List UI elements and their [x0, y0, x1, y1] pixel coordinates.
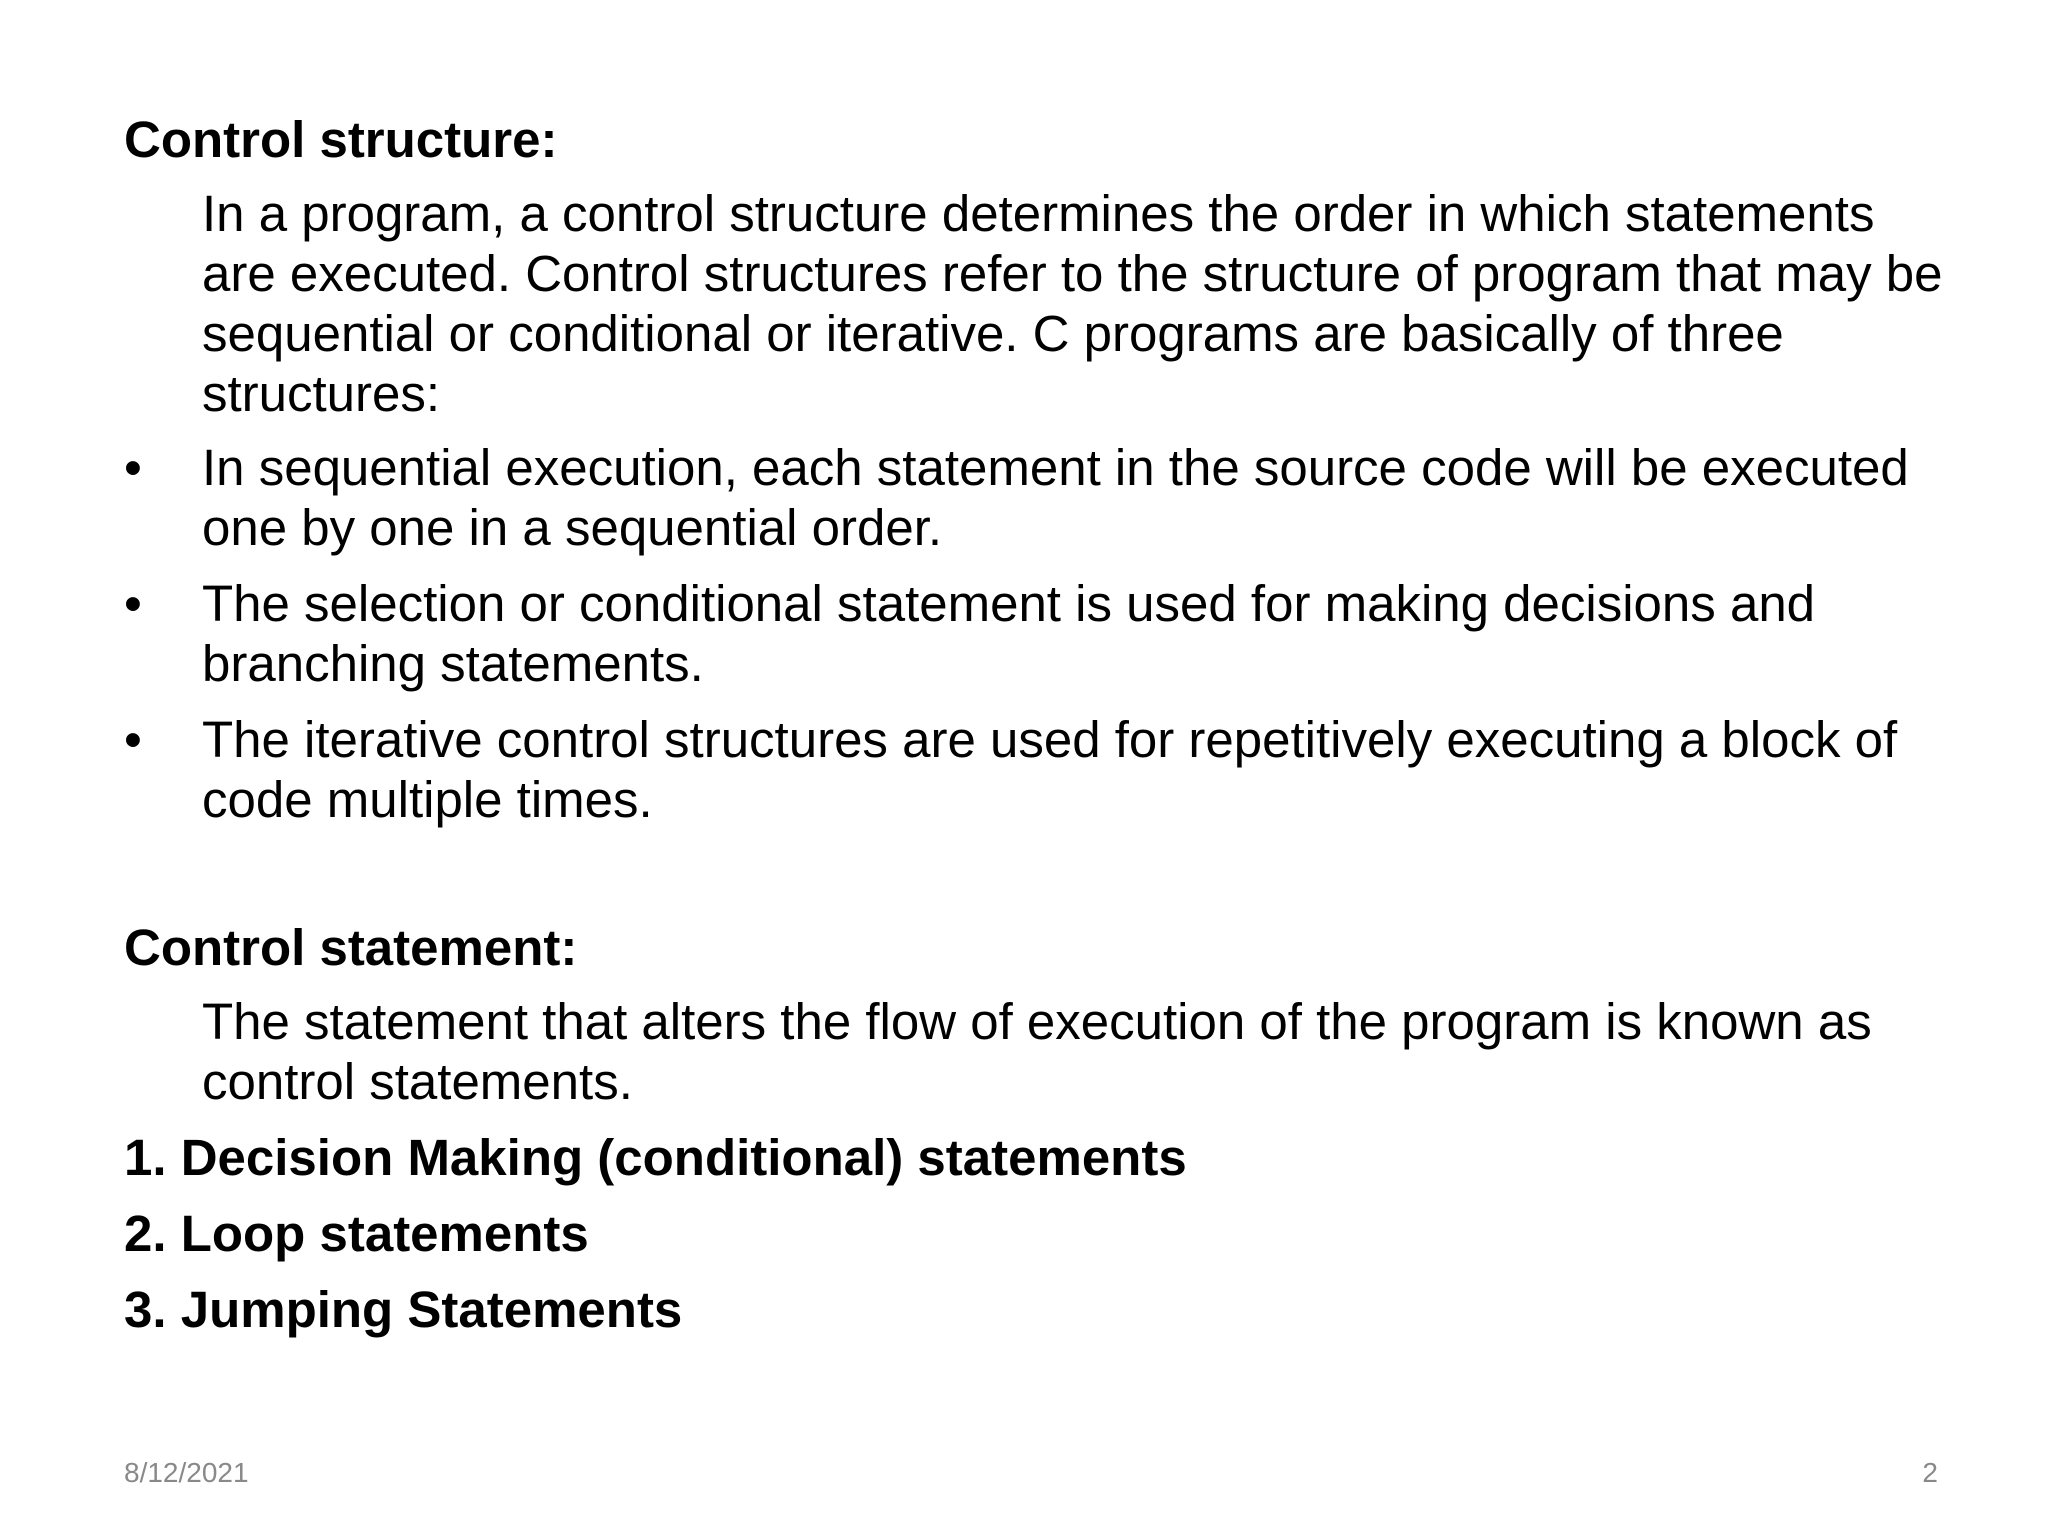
- numbered-item: 1. Decision Making (conditional) statements: [124, 1129, 1187, 1186]
- bullet-dot-icon: •: [124, 439, 142, 496]
- control-structure-heading: Control structure:: [124, 111, 558, 168]
- bullet-text: In sequential execution, each statement in the source code will be executed one by one in a sequential order.: [202, 439, 1909, 556]
- bullet-text: The iterative control structures are used for repetitively executing a block of code multiple times.: [202, 711, 1898, 828]
- slide-content: [124, 110, 1944, 1356]
- control-structure-paragraph: In a program, a control structure determines the order in which statements are executed. Control structures refer to the structure of program that may be sequential or conditional or iterative. C programs are basically of three structures:: [202, 185, 1943, 422]
- footer-page-number: 2: [1922, 1457, 1938, 1488]
- bullet-item: [124, 710, 1944, 830]
- control-statement-numbered-list: [124, 1128, 1944, 1340]
- control-structure-bullet-list: [124, 438, 1944, 830]
- bullet-item: [124, 438, 1944, 558]
- numbered-item: 2. Loop statements: [124, 1205, 589, 1262]
- numbered-item: 3. Jumping Statements: [124, 1281, 683, 1338]
- control-statement-paragraph: The statement that alters the flow of execution of the program is known as control statements.: [202, 993, 1872, 1110]
- bullet-dot-icon: •: [124, 575, 142, 632]
- footer-date: 8/12/2021: [124, 1457, 249, 1488]
- bullet-item: [124, 574, 1944, 694]
- bullet-text: The selection or conditional statement is used for making decisions and branching statements.: [202, 575, 1816, 692]
- control-statement-heading: Control statement:: [124, 919, 578, 976]
- bullet-dot-icon: •: [124, 711, 142, 768]
- section-spacer: [124, 846, 1944, 918]
